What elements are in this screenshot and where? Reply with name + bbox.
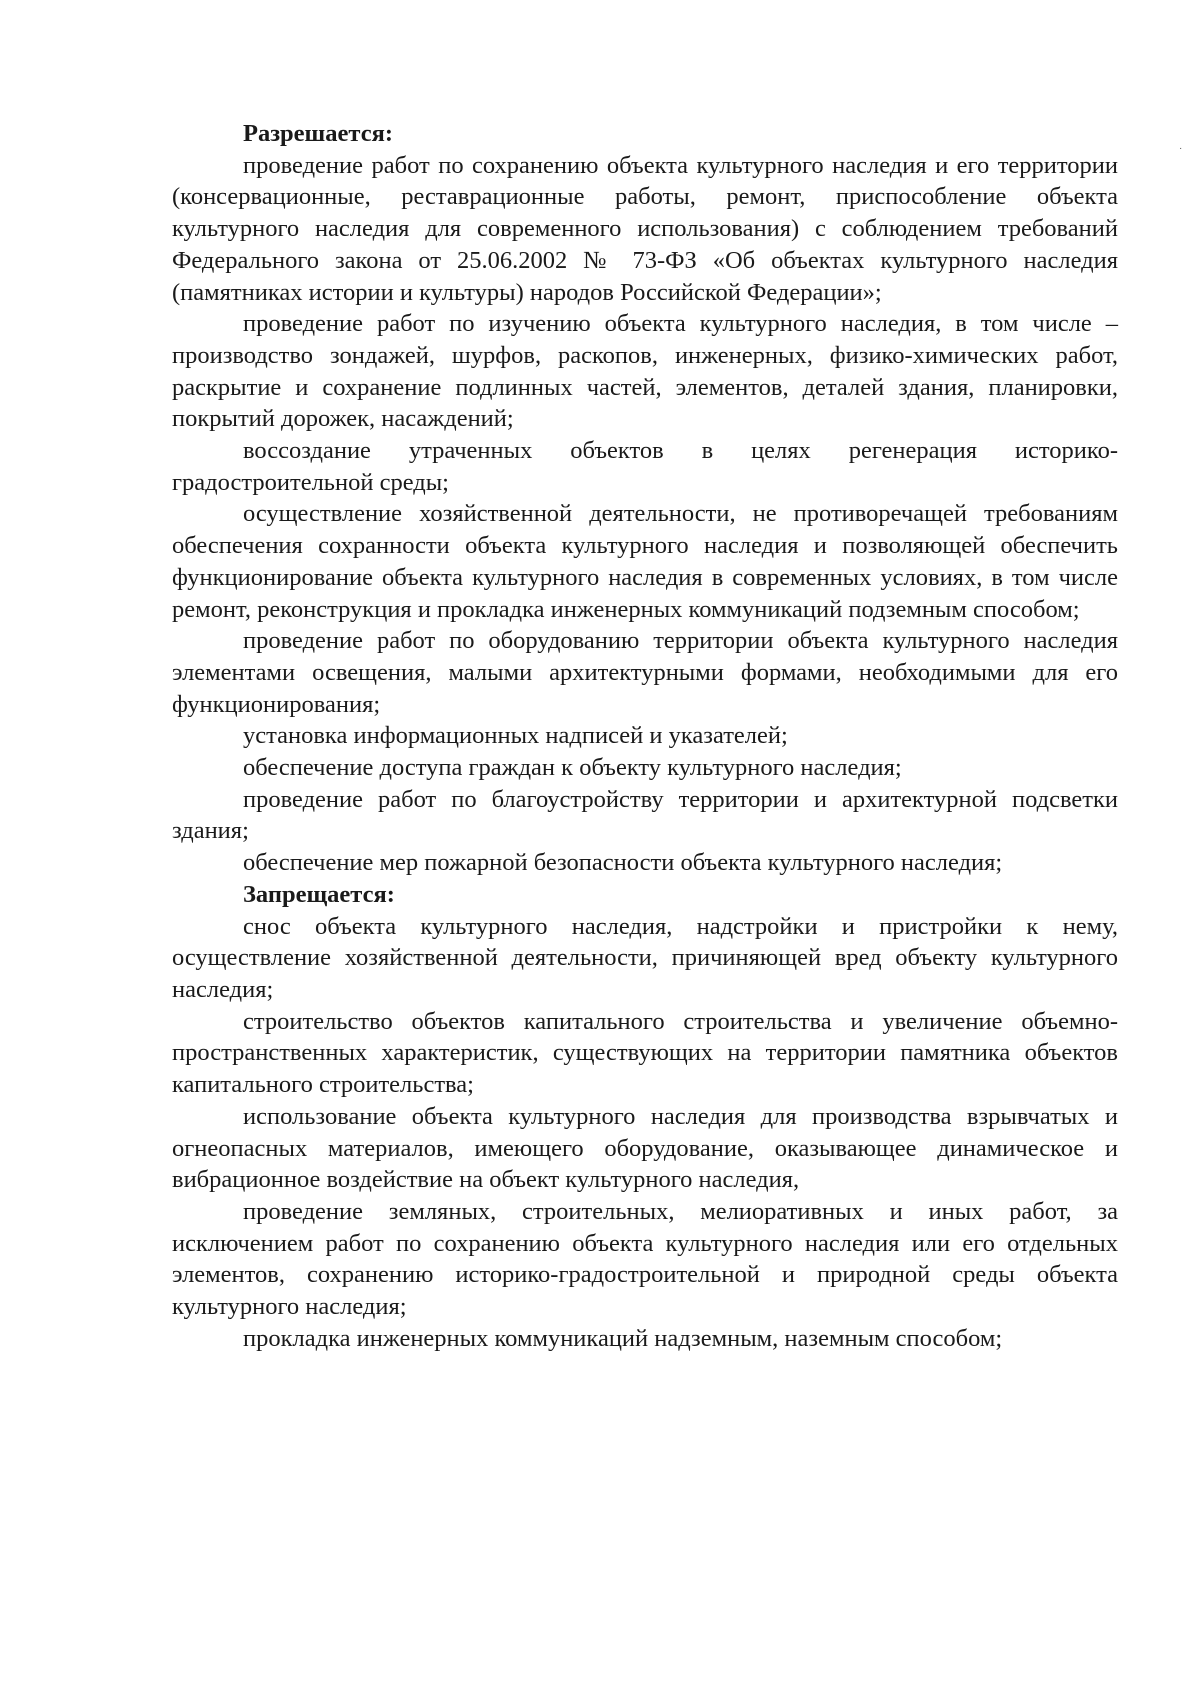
margin-mark: · [1179,143,1183,154]
allowed-item: проведение работ по оборудованию территории объекта культурного наследия элементами освещения, малыми архитектурными формами, необходимыми для его функционирования; [172,627,1118,718]
prohibited-item: прокладка инженерных коммуникаций надземным, наземным способом; [243,1324,1003,1352]
allowed-item: обеспечение мер пожарной безопасности объекта культурного наследия; [243,849,1003,877]
prohibited-heading: Запрещается: [243,880,395,908]
prohibited-item: строительство объектов капитального строительства и увеличение объемно-пространственных характеристик, существующих на территории памятника объектов капитального строительства; [172,1007,1118,1099]
allowed-item: проведение работ по изучению объекта культурного наследия, в том числе – производство зондажей, шурфов, раскопов, инженерных, физико-химических работ, раскрытие и сохранение подлинных частей, элементов, деталей здания, планировки, покрытий дорожек, насаждений; [172,310,1118,433]
allowed-item: обеспечение доступа граждан к объекту культурного наследия; [243,754,902,782]
allowed-item: проведение работ по благоустройству территории и архитектурной подсветки здания; [172,785,1118,845]
allowed-item: установка информационных надписей и указателей; [243,722,788,750]
allowed-item: проведение работ по сохранению объекта культурного наследия и его территории (консервационные, реставрационные работы, ремонт, приспособление объекта культурного наследия для современного использования) с соблюдением требований Федерального закона от 25.06.2002 № 73-ФЗ «Об объектах культурного наследия (памятниках истории и культуры) народов Российской Федерации»; [172,151,1118,306]
prohibited-item: снос объекта культурного наследия, надстройки и пристройки к нему, осуществление хозяйственной деятельности, причиняющей вред объекту культурного наследия; [172,912,1118,1003]
allowed-heading: Разрешается: [243,120,393,147]
allowed-item: осуществление хозяйственной деятельности, не противоречащей требованиям обеспечения сохранности объекта культурного наследия и позволяющей обеспечить функционирование объекта культурного наследия в современных условиях, в том числе ремонт, реконструкция и прокладка инженерных коммуникаций подземным способом; [172,500,1118,623]
prohibited-item: проведение земляных, строительных, мелиоративных и иных работ, за исключением работ по сохранению объекта культурного наследия или его отдельных элементов, сохранению историко-градостроительной и природной среды объекта культурного наследия; [172,1197,1118,1321]
prohibited-item: использование объекта культурного наследия для производства взрывчатых и огнеопасных материалов, имеющего оборудование, оказывающее динамическое и вибрационное воздействие на объект культурного наследия, [172,1102,1118,1194]
document-body [172,118,1118,1354]
allowed-item: воссоздание утраченных объектов в целях регенерация историко-градостроительной среды; [172,437,1118,496]
